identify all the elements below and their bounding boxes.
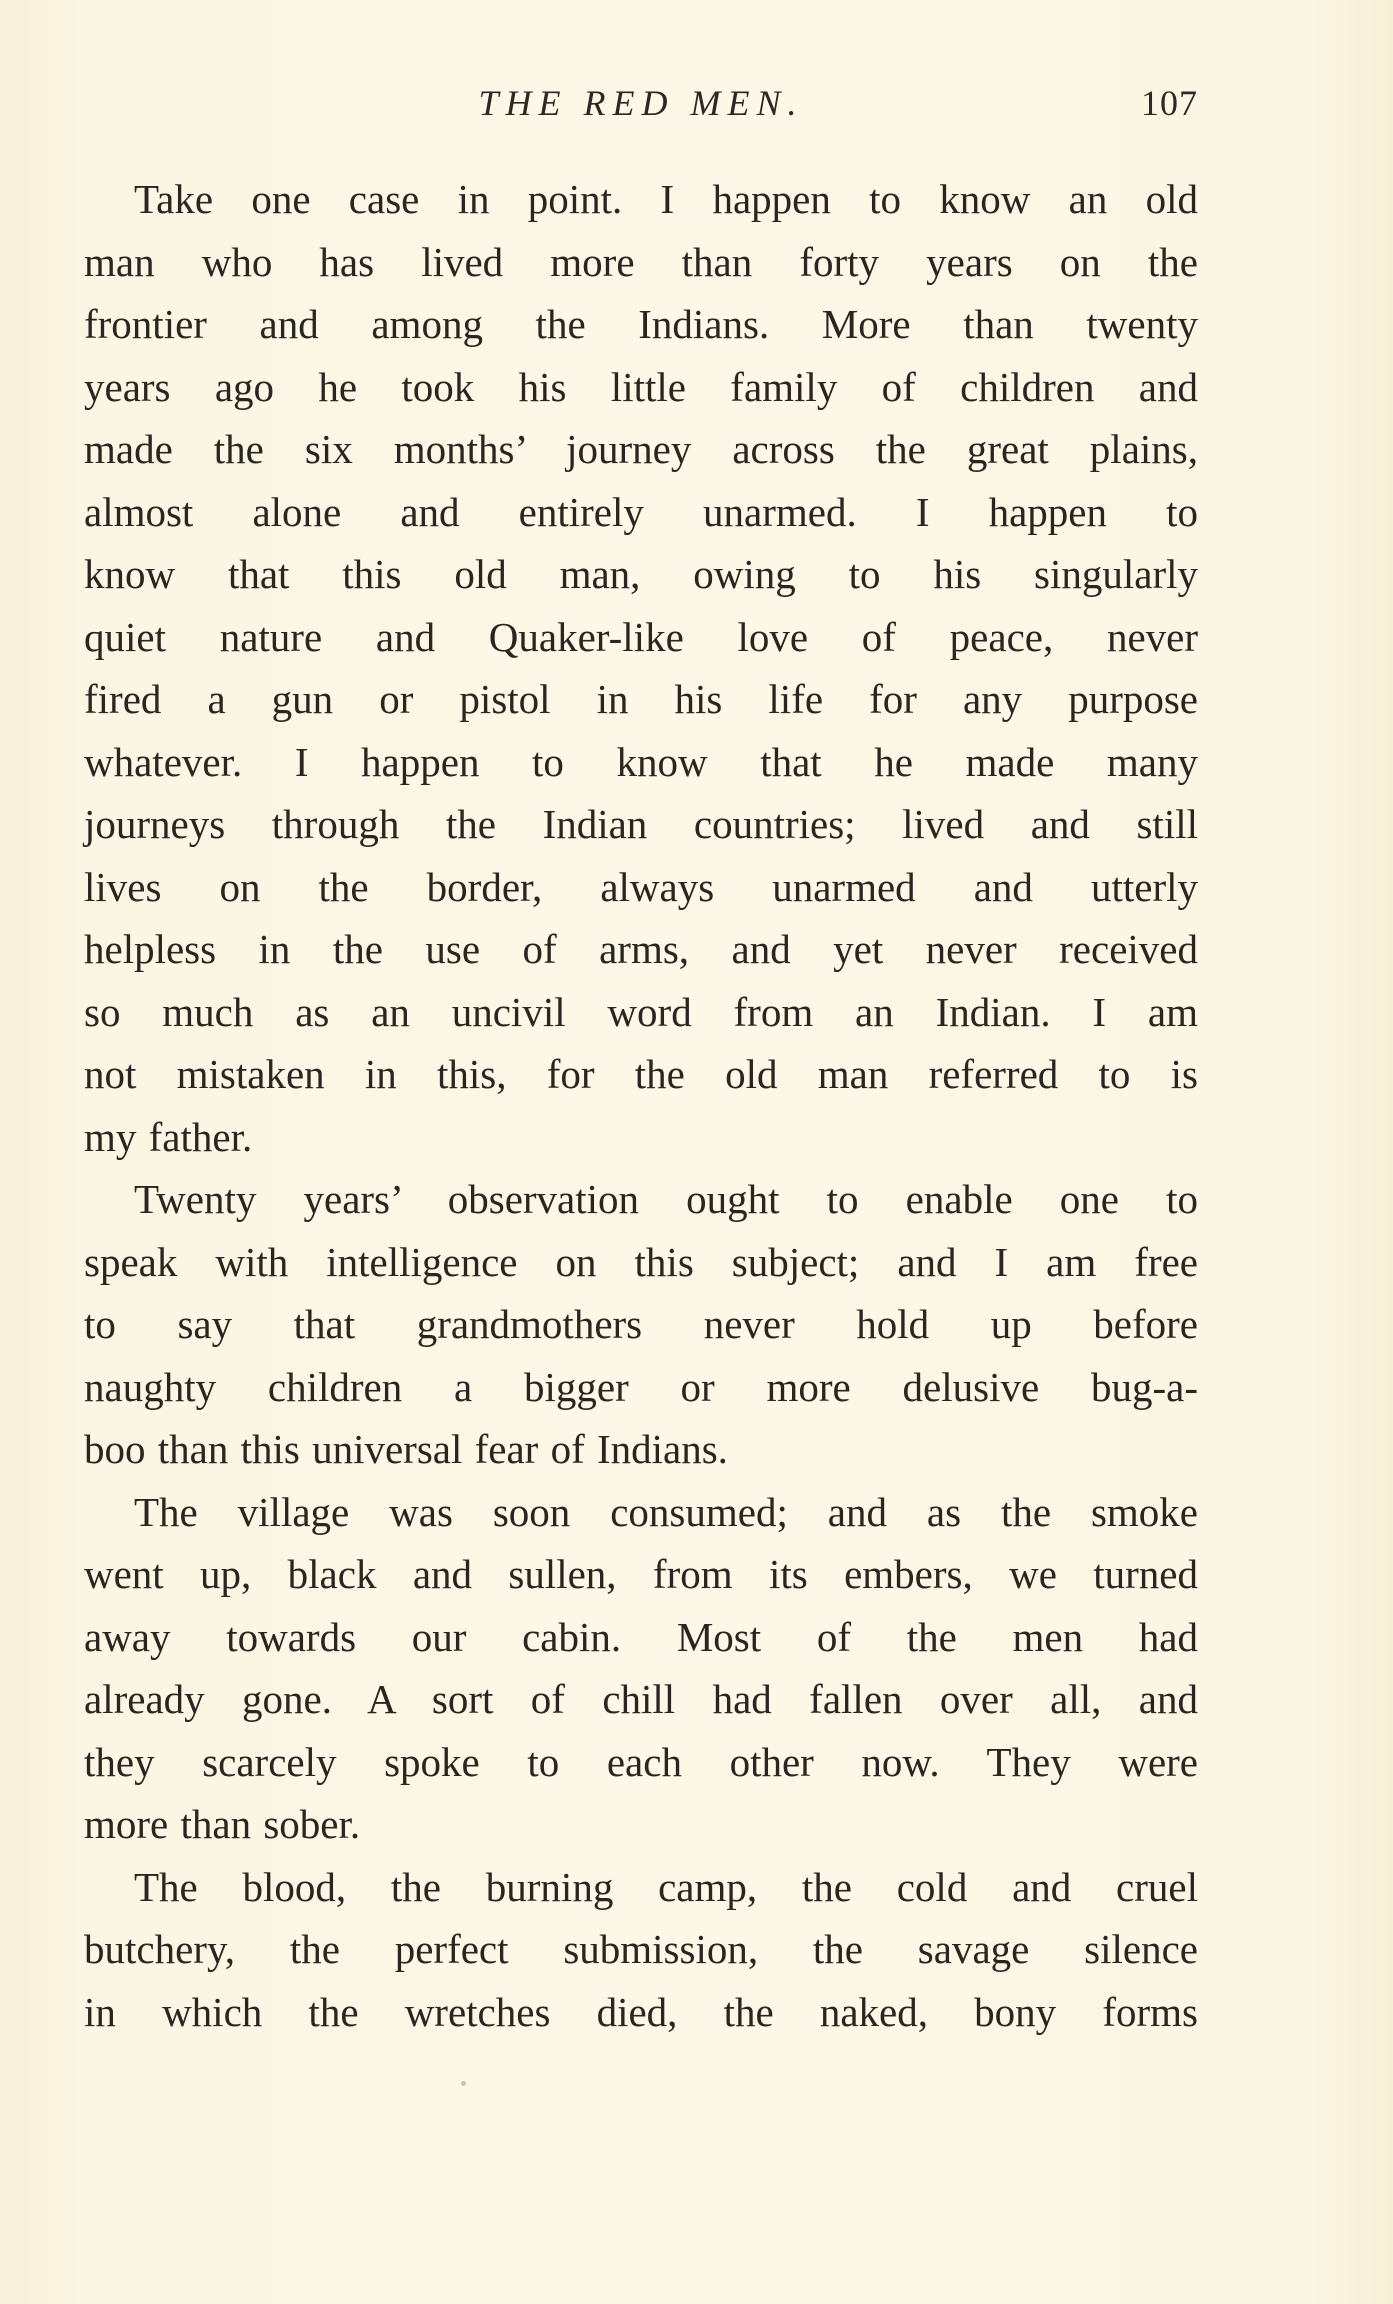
text-line: butchery, the perfect submission, the savage silence (84, 1926, 1198, 1972)
text-line: fired a gun or pistol in his life for any purpose (84, 676, 1198, 722)
text-line: whatever. I happen to know that he made many (84, 738, 1198, 785)
text-line: years ago he took his little family of children and (84, 363, 1198, 410)
paragraph-1 (84, 168, 1198, 1168)
text-line: went up, black and sullen, from its embers, we turned (84, 1551, 1198, 1597)
text-line: speak with intelligence on this subject; and I am free (84, 1238, 1198, 1285)
text-line: lives on the border, always unarmed and utterly (84, 863, 1198, 910)
text-line: helpless in the use of arms, and yet never received (84, 926, 1198, 972)
text-line: The village was soon consumed; and as the smoke (134, 1488, 1198, 1535)
paragraph-2 (84, 1168, 1198, 1481)
text-line: Twenty years’ observation ought to enable one to (134, 1176, 1198, 1222)
text-line: almost alone and entirely unarmed. I happen to (84, 488, 1198, 535)
text-line: my father. (84, 1113, 253, 1160)
text-line: made the six months’ journey across the great plains, (84, 426, 1198, 472)
text-line: frontier and among the Indians. More than twenty (84, 301, 1198, 347)
paragraph-3 (84, 1481, 1198, 1856)
text-line: more than sober. (84, 1801, 361, 1847)
page-number: 107 (1141, 83, 1198, 123)
running-title: THE RED MEN. (478, 83, 804, 123)
text-line: to say that grandmothers never hold up before (84, 1301, 1198, 1347)
paper-speck (461, 2081, 466, 2086)
text-line: Take one case in point. I happen to know an old (134, 176, 1198, 222)
text-line: away towards our cabin. Most of the men had (84, 1613, 1198, 1660)
text-line: know that this old man, owing to his singularly (84, 551, 1198, 597)
text-line: naughty children a bigger or more delusive bug-a- (84, 1363, 1198, 1410)
text-line: journeys through the Indian countries; lived and still (84, 801, 1198, 847)
text-line: man who has lived more than forty years on the (84, 238, 1198, 285)
text-line: The blood, the burning camp, the cold and cruel (134, 1863, 1198, 1910)
text-line: not mistaken in this, for the old man referred to is (84, 1051, 1198, 1097)
text-line: they scarcely spoke to each other now. They were (84, 1738, 1198, 1785)
text-line: boo than this universal fear of Indians. (84, 1426, 728, 1472)
text-line: quiet nature and Quaker-like love of peace, never (84, 613, 1198, 660)
text-line: so much as an uncivil word from an Indian. I am (84, 988, 1198, 1035)
body-text (84, 168, 1198, 2043)
text-line: in which the wretches died, the naked, bony forms (84, 1988, 1198, 2035)
text-line: already gone. A sort of chill had fallen over all, and (84, 1676, 1198, 1722)
running-head (84, 82, 1198, 142)
paragraph-4 (84, 1856, 1198, 2044)
